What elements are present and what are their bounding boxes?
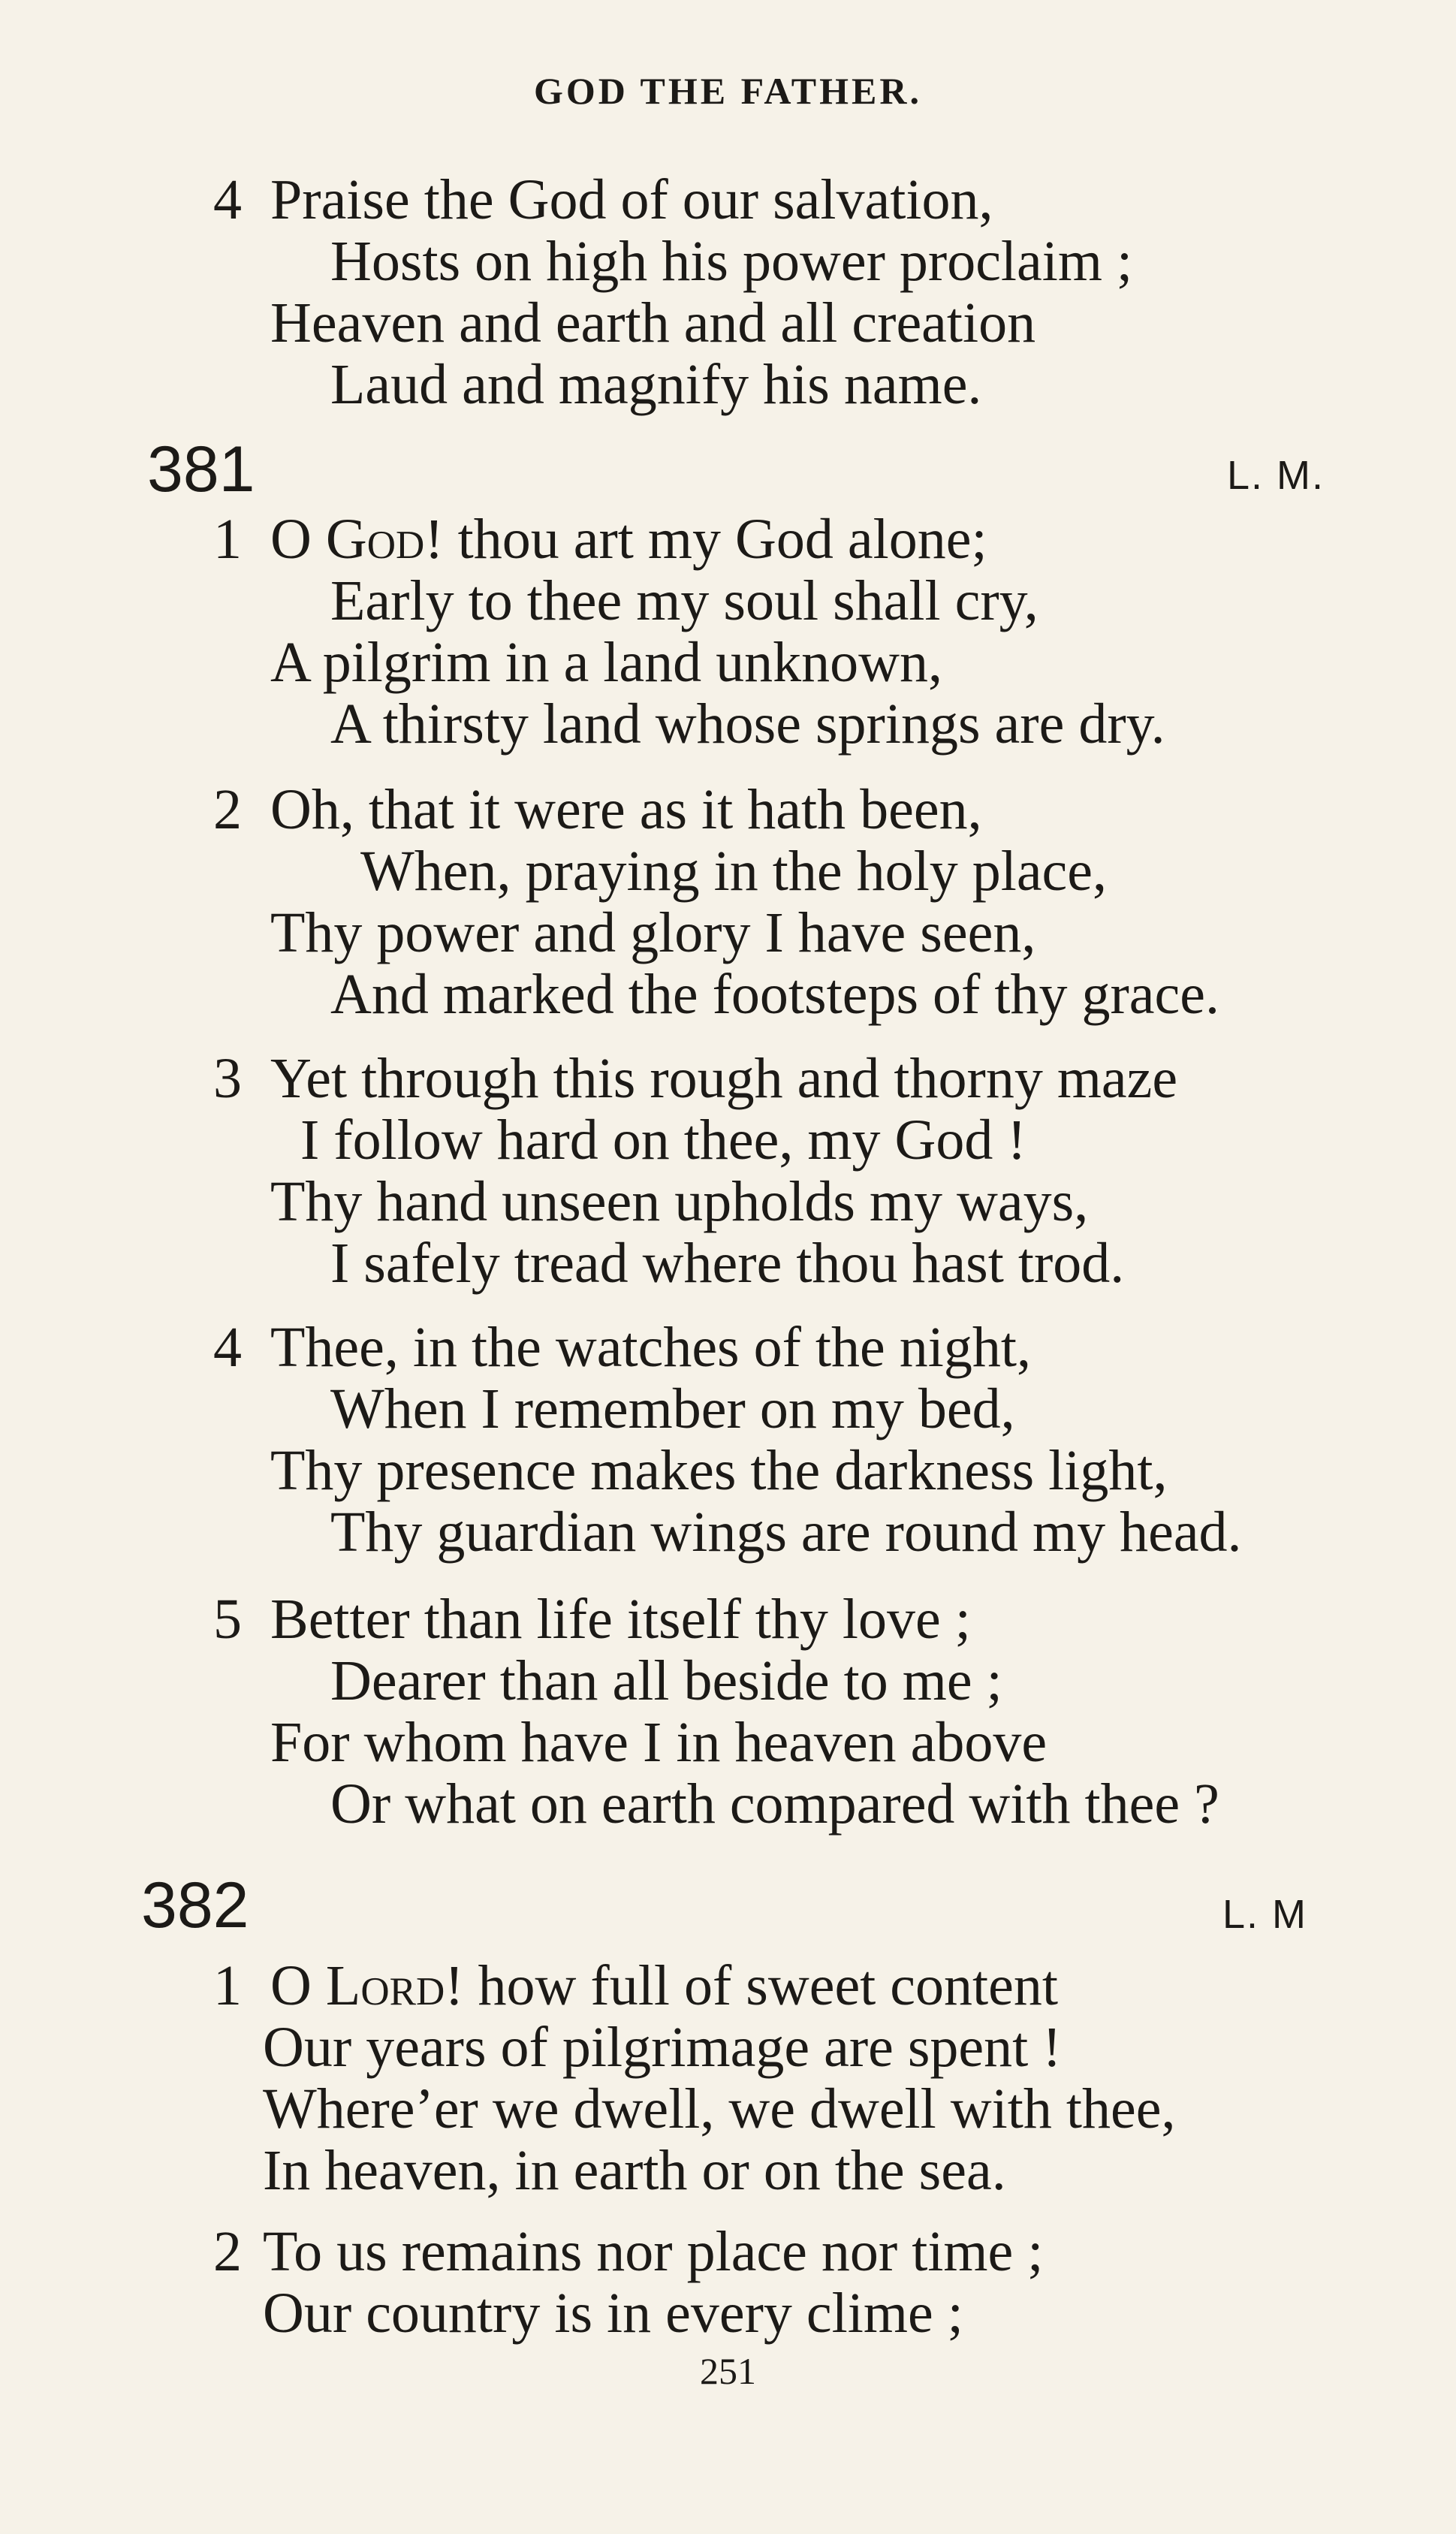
divine-name: God — [325, 508, 425, 571]
divine-name: Lord — [325, 1954, 445, 2017]
verse-line: Thy hand unseen upholds my ways, — [270, 1170, 1089, 1233]
verse-number: 4 — [213, 1316, 242, 1379]
verse-line: A thirsty land whose springs are dry. — [330, 692, 1165, 756]
verse-line: I safely tread where thou hast trod. — [330, 1232, 1125, 1295]
verse-line: To us remains nor place nor time ; — [263, 2220, 1044, 2283]
verse-number: 5 — [213, 1588, 242, 1651]
verse-line: In heaven, in earth or on the sea. — [263, 2139, 1006, 2202]
verse-line-prefix: O — [270, 1954, 326, 2017]
verse-line: Oh, that it were as it hath been, — [270, 778, 982, 841]
hymn-meter: L. M — [1222, 1892, 1308, 1937]
verse-line: Thee, in the watches of the night, — [270, 1316, 1032, 1379]
verse-line: I follow hard on thee, my God ! — [300, 1109, 1026, 1172]
verse-line: Thy guardian wings are round my head. — [330, 1501, 1242, 1564]
verse-line: Dearer than all beside to me ; — [330, 1649, 1002, 1712]
verse-line: Thy power and glory I have seen, — [270, 901, 1036, 964]
verse-line-suffix: ! how full of sweet content — [445, 1954, 1058, 2017]
verse-line: Yet through this rough and thorny maze — [270, 1047, 1178, 1110]
verse-line: Praise the God of our salvation, — [270, 168, 993, 231]
verse-number: 2 — [213, 778, 242, 841]
verse-line: Hosts on high his power proclaim ; — [330, 230, 1133, 293]
verse-line: Our country is in every clime ; — [263, 2282, 963, 2345]
verse-line: And marked the footsteps of thy grace. — [330, 963, 1219, 1026]
verse-line: For whom have I in heaven above — [270, 1711, 1048, 1774]
verse-line: Heaven and earth and all creation — [270, 291, 1036, 354]
running-head: GOD THE FATHER. — [533, 70, 922, 112]
verse-line: Thy presence makes the darkness light, — [270, 1439, 1168, 1502]
hymn-meter: L. M. — [1227, 453, 1325, 498]
verse-line-prefix: O — [270, 508, 326, 571]
verse-line-suffix: ! thou art my God alone; — [424, 508, 987, 571]
verse-line: Laud and magnify his name. — [330, 353, 982, 416]
verse-line: A pilgrim in a land unknown, — [270, 631, 943, 694]
verse-number: 2 — [213, 2220, 242, 2283]
verse-line: Or what on earth compared with thee ? — [330, 1772, 1219, 1836]
hymn-number: 382 — [141, 1869, 249, 1941]
hymn-number: 381 — [147, 433, 255, 505]
verse-number: 4 — [213, 168, 242, 231]
verse-line: When, praying in the holy place, — [360, 840, 1108, 903]
verse-line: When I remember on my bed, — [330, 1377, 1015, 1440]
verse-number: 1 — [213, 508, 242, 571]
verse-line: Better than life itself thy love ; — [270, 1588, 971, 1651]
verse-line — [270, 1954, 1058, 2017]
verse-number: 1 — [213, 1954, 242, 2017]
verse-line — [270, 508, 987, 571]
verse-line: Where’er we dwell, we dwell with thee, — [263, 2077, 1176, 2140]
verse-line: Our years of pilgrimage are spent ! — [263, 2016, 1062, 2079]
verse-number: 3 — [213, 1047, 242, 1110]
verse-line: Early to thee my soul shall cry, — [330, 569, 1038, 632]
page-number: 251 — [700, 2350, 756, 2392]
